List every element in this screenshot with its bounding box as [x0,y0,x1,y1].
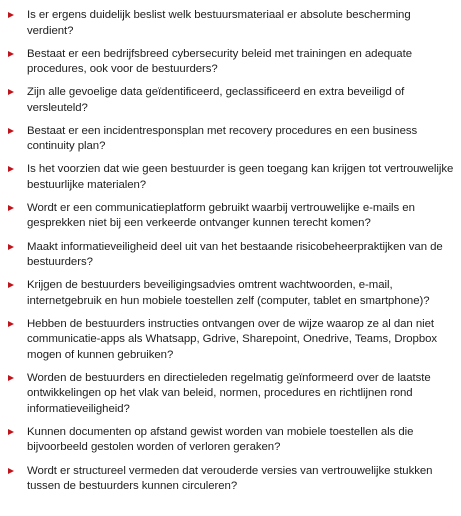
question-text: Kunnen documenten op afstand gewist worden van mobiele toestellen als die bijvoorbeeld gestolen worden of verloren geraken? [27,425,414,454]
question-text: Wordt er structureel vermeden dat verouderde versies van vertrouwelijke stukken tussen de bestuurders kunnen circuleren? [27,464,433,493]
triangle-right-icon [8,51,14,57]
list-item [0,201,461,232]
list-item [0,47,461,78]
question-text: Bestaat er een incidentresponsplan met recovery procedures en een business continuity plan? [27,124,418,153]
list-item [0,317,461,364]
triangle-right-icon [8,282,14,288]
list-item [0,85,461,116]
triangle-right-icon [8,468,14,474]
triangle-right-icon [8,128,14,134]
question-text: Hebben de bestuurders instructies ontvangen over de wijze waarop ze al dan niet communicatie-apps als Whatsapp, Gdrive, Sharepoint, Onedrive, Teams, Dropbox mogen of kunnen gebruiken? [27,317,438,361]
list-item [0,278,461,309]
triangle-right-icon [8,429,14,435]
triangle-right-icon [8,321,14,327]
triangle-right-icon [8,244,14,250]
list-item [0,8,461,39]
list-item [0,371,461,418]
question-text: Bestaat er een bedrijfsbreed cybersecurity beleid met trainingen en adequate procedures, ook voor de bestuurders? [27,47,412,76]
triangle-right-icon [8,12,14,18]
list-item [0,464,461,495]
triangle-right-icon [8,89,14,95]
list-item [0,162,461,193]
triangle-right-icon [8,166,14,172]
question-text: Maakt informatieveiligheid deel uit van het bestaande risicobeheerpraktijken van de bestuurders? [27,240,443,269]
question-text: Worden de bestuurders en directieleden regelmatig geïnformeerd over de laatste ontwikkelingen op het vlak van beleid, normen, procedures en richtlijnen rond informatieveiligheid? [27,371,431,415]
question-text: Is er ergens duidelijk beslist welk bestuursmateriaal er absolute bescherming verdient? [27,9,411,37]
question-text: Wordt er een communicatieplatform gebruikt waarbij vertrouwelijke e-mails en gesprekken niet bij een verkeerde ontvanger kunnen terecht komen? [27,201,415,230]
list-item [0,240,461,271]
triangle-right-icon [8,375,14,381]
question-text: Is het voorzien dat wie geen bestuurder is geen toegang kan krijgen tot vertrouwelijke bestuurlijke materialen? [27,163,454,191]
list-item [0,425,461,456]
question-text: Zijn alle gevoelige data geïdentificeerd, geclassificeerd en extra beveiligd of versleuteld? [27,86,405,114]
question-text: Krijgen de bestuurders beveiligingsadvies omtrent wachtwoorden, e-mail, internetgebruik en hun mobiele toestellen zelf (computer, tablet en smartphone)? [27,279,430,307]
question-checklist [0,8,461,502]
list-item [0,124,461,155]
triangle-right-icon [8,205,14,211]
